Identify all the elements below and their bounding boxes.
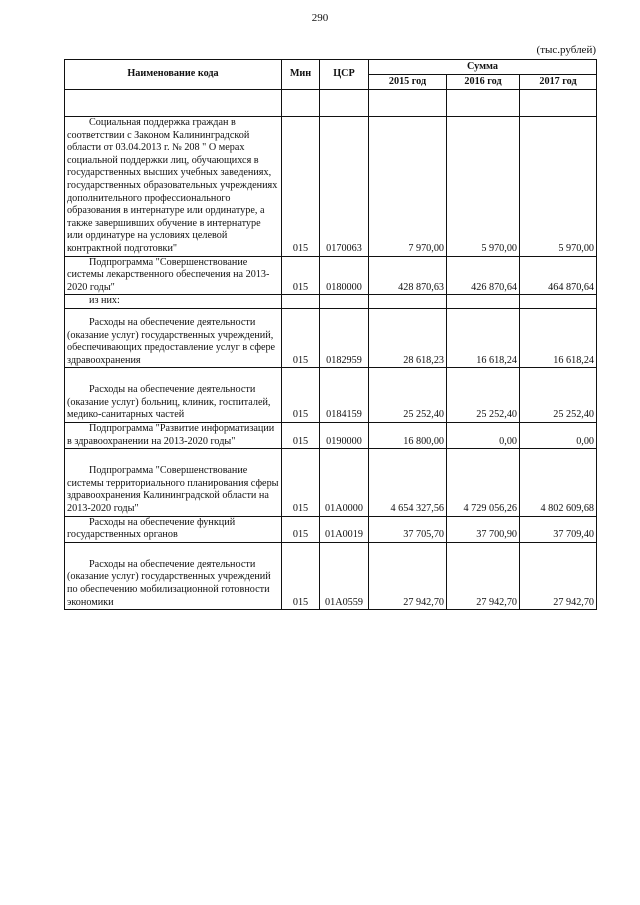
row-2017: 464 870,64 (520, 256, 597, 295)
row-2016 (447, 295, 520, 309)
header-min: Мин (282, 60, 320, 90)
row-2017: 4 802 609,68 (520, 449, 597, 516)
row-csr (320, 295, 369, 309)
row-csr: 01А0019 (320, 516, 369, 542)
header-sum: Сумма (369, 60, 597, 75)
row-name: Расходы на обеспечение деятельности (оказание услуг) больниц, клиник, госпиталей, медико-санитарных частей (65, 368, 282, 423)
row-name: Подпрограмма "Развитие информатизации в здравоохранении на 2013-2020 годы" (65, 423, 282, 449)
row-name: Подпрограмма "Совершенствование системы лекарственного обеспечения на 2013-2020 годы" (65, 256, 282, 295)
row-2016: 4 729 056,26 (447, 449, 520, 516)
page-number: 290 (311, 12, 329, 24)
row-2015: 25 252,40 (369, 368, 447, 423)
row-2017: 16 618,24 (520, 308, 597, 367)
row-2015: 4 654 327,56 (369, 449, 447, 516)
table-row (65, 308, 597, 367)
header-year-2015: 2015 год (369, 75, 447, 90)
row-min: 015 (282, 117, 320, 257)
table-row (65, 423, 597, 449)
header-year-2016: 2016 год (447, 75, 520, 90)
row-2016: 0,00 (447, 423, 520, 449)
row-csr: 01А0000 (320, 449, 369, 516)
row-name: Расходы на обеспечение функций государственных органов (65, 516, 282, 542)
row-2015: 16 800,00 (369, 423, 447, 449)
row-csr: 0170063 (320, 117, 369, 257)
row-2015: 7 970,00 (369, 117, 447, 257)
row-min: 015 (282, 256, 320, 295)
spacer-row (65, 90, 597, 117)
units-label: (тыс.рублей) (536, 44, 596, 56)
row-2015: 37 705,70 (369, 516, 447, 542)
row-2017 (520, 295, 597, 309)
table-row (65, 449, 597, 516)
row-min (282, 295, 320, 309)
row-2017: 27 942,70 (520, 542, 597, 609)
row-2017: 37 709,40 (520, 516, 597, 542)
row-2016: 37 700,90 (447, 516, 520, 542)
row-csr: 01А0559 (320, 542, 369, 609)
header-row (65, 60, 597, 75)
table-row (65, 516, 597, 542)
row-2016: 27 942,70 (447, 542, 520, 609)
row-2016: 5 970,00 (447, 117, 520, 257)
row-name: Подпрограмма "Совершенствование системы территориального планирования сферы здравоохранения Калининградской области на 2013-2020 годы" (65, 449, 282, 516)
row-min: 015 (282, 308, 320, 367)
row-csr: 0190000 (320, 423, 369, 449)
row-min: 015 (282, 516, 320, 542)
table-row (65, 256, 597, 295)
row-2016: 426 870,64 (447, 256, 520, 295)
row-2015 (369, 295, 447, 309)
row-2015: 28 618,23 (369, 308, 447, 367)
row-min: 015 (282, 423, 320, 449)
row-min: 015 (282, 542, 320, 609)
row-name: из них: (65, 295, 282, 309)
header-year-2017: 2017 год (520, 75, 597, 90)
row-name: Расходы на обеспечение деятельности (оказание услуг) государственных учреждений по обеспечению мобилизационной готовности экономики (65, 542, 282, 609)
row-min: 015 (282, 449, 320, 516)
row-2015: 428 870,63 (369, 256, 447, 295)
table-row (65, 295, 597, 309)
header-name: Наименование кода (65, 60, 282, 90)
row-name: Расходы на обеспечение деятельности (оказание услуг) государственных учреждений, обеспечивающих предоставление услуг в сфере здравоохранения (65, 308, 282, 367)
row-csr: 0180000 (320, 256, 369, 295)
table-row (65, 542, 597, 609)
header-csr: ЦСР (320, 60, 369, 90)
row-2017: 0,00 (520, 423, 597, 449)
row-2017: 5 970,00 (520, 117, 597, 257)
table-row (65, 368, 597, 423)
row-2017: 25 252,40 (520, 368, 597, 423)
table-row (65, 117, 597, 257)
row-2015: 27 942,70 (369, 542, 447, 609)
row-name: Социальная поддержка граждан в соответствии с Законом Калининградской области от 03.04.2013 г. № 208 " О мерах социальной поддержки лиц, обучающихся в государственных высших учебных заведениях, государственных образовательных учреждениях дополнительного профессионального образования в интернатуре или ординатуре, а также завершивших обучение в интернатуре или ординатуре на условиях целевой контрактной подготовки" (65, 117, 282, 257)
row-min: 015 (282, 368, 320, 423)
budget-table (64, 59, 597, 610)
row-csr: 0182959 (320, 308, 369, 367)
row-csr: 0184159 (320, 368, 369, 423)
row-2016: 16 618,24 (447, 308, 520, 367)
row-2016: 25 252,40 (447, 368, 520, 423)
